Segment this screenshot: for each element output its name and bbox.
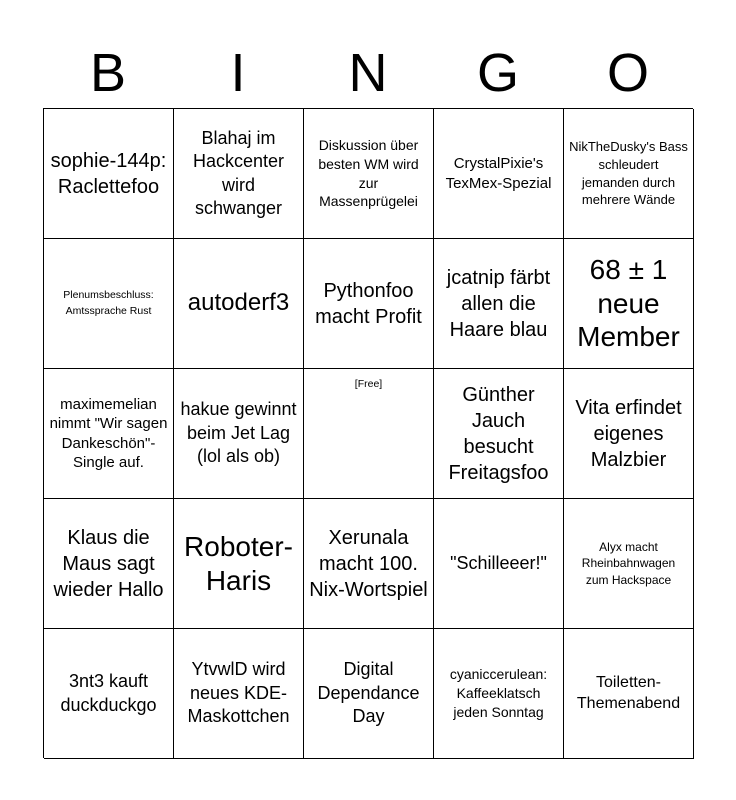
cell-text: Diskussion über besten WM wird zur Massenprügelei: [318, 136, 419, 210]
cell-text: Toiletten-Themenabend: [576, 673, 681, 712]
bingo-cell[interactable]: [564, 369, 694, 499]
bingo-cell[interactable]: [304, 109, 434, 239]
cell-text: cyaniccerulean: Kaffeeklatsch jeden Sonntag: [449, 666, 548, 720]
cell-text: Roboter-Haris: [184, 530, 293, 596]
bingo-cell[interactable]: [564, 499, 694, 629]
bingo-cell[interactable]: [434, 499, 564, 629]
cell-text: autoderf3: [187, 289, 290, 317]
header-letter-g: G: [476, 43, 519, 103]
bingo-cell[interactable]: [44, 629, 174, 759]
cell-text: Klaus die Maus sagt wieder Hallo: [53, 526, 164, 601]
cell-text: hakue gewinnt beim Jet Lag (lol als ob): [180, 399, 297, 467]
cell-text: [Free]: [354, 378, 383, 390]
cell-text: Plenumsbeschluss: Amtssprache Rust: [63, 289, 154, 317]
bingo-cell[interactable]: [434, 629, 564, 759]
bingo-cell[interactable]: [564, 239, 694, 369]
bingo-cell[interactable]: [174, 239, 304, 369]
cell-text: CrystalPixie's TexMex-Spezial: [445, 155, 552, 192]
bingo-cell[interactable]: [44, 369, 174, 499]
cell-text: 3nt3 kauft duckduckgo: [60, 671, 157, 715]
bingo-cell[interactable]: [564, 109, 694, 239]
cell-text: Vita erfindet eigenes Malzbier: [575, 396, 682, 471]
bingo-cell[interactable]: [434, 109, 564, 239]
header-letter-b: B: [89, 43, 127, 103]
bingo-cell[interactable]: [434, 239, 564, 369]
bingo-cell[interactable]: [174, 369, 304, 499]
cell-text: Xerunala macht 100. Nix-Wortspiel: [309, 526, 428, 601]
cell-text: sophie-144p: Raclettefoo: [50, 149, 167, 198]
cell-text: Günther Jauch besucht Freitagsfoo: [448, 383, 549, 484]
cell-text: Digital Dependance Day: [317, 659, 420, 727]
header-letter-n: N: [348, 43, 388, 103]
cell-text: YtvwlD wird neues KDE-Maskottchen: [187, 659, 290, 727]
cell-text: jcatnip färbt allen die Haare blau: [446, 266, 551, 341]
bingo-cell[interactable]: [304, 499, 434, 629]
bingo-grid: [43, 108, 693, 758]
cell-text: Alyx macht Rheinbahnwagen zum Hackspace: [581, 540, 676, 587]
bingo-cell[interactable]: [44, 239, 174, 369]
free-space-cell[interactable]: [304, 369, 434, 499]
bingo-cell[interactable]: [174, 499, 304, 629]
cell-text: 68 ± 1 neue Member: [577, 254, 680, 353]
bingo-cell[interactable]: [44, 109, 174, 239]
cell-text: NikTheDusky's Bass schleudert jemanden durch mehrere Wände: [569, 139, 688, 208]
cell-text: "Schilleeer!": [450, 552, 547, 573]
header-letter-o: O: [606, 43, 649, 103]
bingo-cell[interactable]: [44, 499, 174, 629]
cell-text: Pythonfoo macht Profit: [315, 279, 422, 328]
bingo-cell[interactable]: [174, 109, 304, 239]
bingo-cell[interactable]: [434, 369, 564, 499]
bingo-cell[interactable]: [174, 629, 304, 759]
cell-text: maximemelian nimmt "Wir sagen Dankeschön"-Single auf.: [49, 395, 168, 471]
header-letter-i: I: [230, 43, 246, 103]
bingo-cell[interactable]: [304, 239, 434, 369]
cell-text: Blahaj im Hackcenter wird schwanger: [192, 127, 285, 218]
bingo-header: [43, 40, 693, 106]
bingo-cell[interactable]: [564, 629, 694, 759]
bingo-cell[interactable]: [304, 629, 434, 759]
